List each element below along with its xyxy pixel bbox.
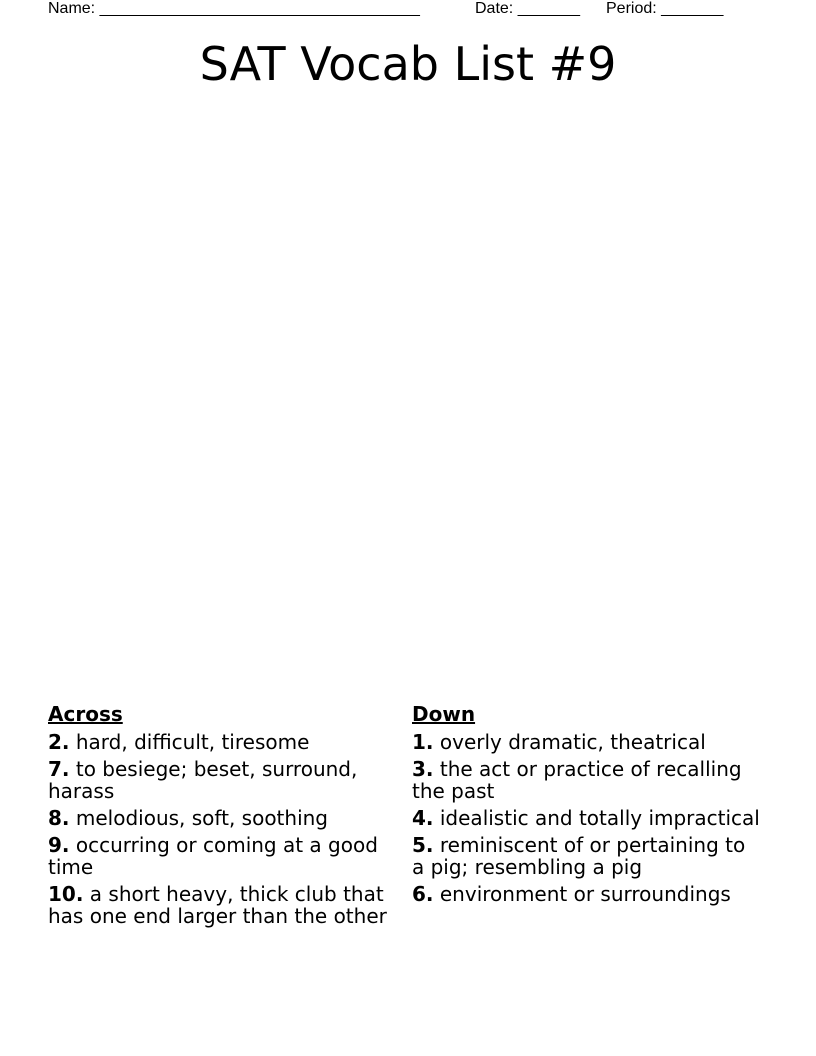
clue-number: 10. (48, 882, 84, 906)
across-clue (48, 807, 398, 829)
clue-number: 2. (48, 730, 70, 754)
clue-number: 9. (48, 833, 70, 857)
page-title: SAT Vocab List #9 (199, 37, 617, 91)
clue-text: a short heavy, thick club that has one end larger than the other (48, 882, 387, 928)
date-field[interactable]: Date: _______ (475, 0, 580, 17)
clue-number: 6. (412, 882, 434, 906)
clue-text: the act or practice of recalling the past (412, 757, 742, 803)
across-heading: Across (48, 702, 123, 726)
clue-text: environment or surroundings (439, 882, 731, 906)
clue-number: 7. (48, 757, 70, 781)
crossword-grid-area (48, 110, 768, 690)
clue-text: idealistic and totally impractical (439, 806, 760, 830)
clue-number: 3. (412, 757, 434, 781)
student-info-line (48, 0, 768, 20)
down-clue (412, 731, 762, 753)
clue-text: hard, difficult, tiresome (75, 730, 310, 754)
across-clue (48, 883, 398, 927)
across-clue (48, 834, 398, 878)
clue-text: melodious, soft, soothing (75, 806, 328, 830)
clue-text: occurring or coming at a good time (48, 833, 378, 879)
across-clue (48, 731, 398, 753)
down-clue (412, 758, 762, 802)
clue-number: 5. (412, 833, 434, 857)
clue-text: to besiege; beset, surround, harass (48, 757, 358, 803)
down-clue (412, 807, 762, 829)
clue-number: 4. (412, 806, 434, 830)
down-clues (412, 702, 762, 910)
clue-text: reminiscent of or pertaining to a pig; resembling a pig (412, 833, 746, 879)
across-clues (48, 702, 398, 932)
period-field[interactable]: Period: _______ (606, 0, 724, 17)
clue-text: overly dramatic, theatrical (439, 730, 706, 754)
name-field[interactable]: Name: ____________________________________ (48, 0, 420, 17)
clue-number: 8. (48, 806, 70, 830)
down-clue (412, 883, 762, 905)
down-clue (412, 834, 762, 878)
across-clue (48, 758, 398, 802)
down-heading: Down (412, 702, 476, 726)
clue-number: 1. (412, 730, 434, 754)
